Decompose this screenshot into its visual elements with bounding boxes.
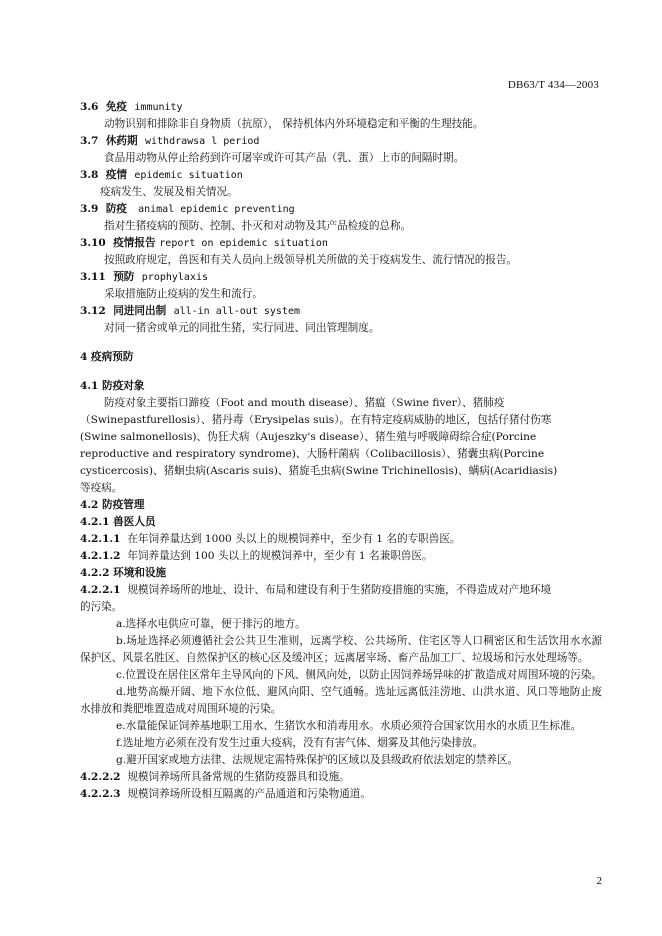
subsection-heading: 4.1 防疫对象 bbox=[80, 380, 145, 392]
term-3-10 bbox=[80, 235, 602, 269]
term-number: 3.8 bbox=[80, 169, 99, 181]
term-3-12 bbox=[80, 303, 602, 337]
text-line: (Swine salmonellosis)、伪狂犬病（Aujeszky's disease）、猪生殖与呼吸障碍综合症(Porcine bbox=[80, 431, 537, 443]
term-heading bbox=[80, 99, 602, 116]
clause-text: 规模饲养场所具备常规的生猪防疫器具和设施。 bbox=[127, 771, 350, 783]
term-3-11 bbox=[80, 269, 602, 303]
term-title: 防疫 bbox=[105, 203, 128, 215]
term-english: withdrawsa l period bbox=[145, 136, 260, 147]
term-english: immunity bbox=[134, 102, 183, 113]
term-heading bbox=[80, 133, 602, 150]
clause-text: 年饲养量达到 100 头以上的规模饲养中，至少有 1 名兼职兽医。 bbox=[127, 550, 433, 562]
term-3-8 bbox=[80, 167, 602, 201]
term-english: epidemic situation bbox=[134, 170, 243, 181]
term-definition: 食品用动物从停止给药到许可屠宰或许可其产品（乳、蛋）上市的间隔时期。 bbox=[104, 152, 465, 164]
standard-code: DB63/T 434—2003 bbox=[507, 79, 599, 91]
term-3-6 bbox=[80, 99, 602, 133]
term-heading bbox=[80, 269, 602, 286]
spacer bbox=[80, 366, 602, 378]
clause-number: 4.2.2.2 bbox=[80, 771, 121, 783]
list-item-f: f.选址地方必须在没有发生过重大疫病，没有有害气体、烟雾及其他污染排放。 bbox=[116, 737, 484, 749]
term-definition: 疫病发生、发展及相关情况。 bbox=[100, 186, 238, 198]
clause-item bbox=[80, 582, 602, 599]
paragraph-protected-diseases bbox=[80, 395, 602, 497]
list-item-e: e.水量能保证饲养基地职工用水、生猪饮水和消毒用水。水质必须符合国家饮用水的水质卫生标准。 bbox=[116, 720, 582, 732]
clause-text-continued: 的污染。 bbox=[80, 601, 123, 613]
text-line: reproductive and respiratory syndrome)、大肠杆菌病（Colibacillosis）、猪囊虫病(Porcine bbox=[80, 448, 545, 460]
clause-number: 4.2.2.1 bbox=[80, 584, 121, 596]
subsection-heading: 4.2 防疫管理 bbox=[80, 499, 145, 511]
term-heading bbox=[80, 167, 602, 184]
clause-text: 在年饲养量达到 1000 头以上的规模饲养中，至少有 1 名的专职兽医。 bbox=[127, 533, 461, 545]
text-line: 防疫对象主要指口蹄疫（Foot and mouth disease）、猪瘟（Swine fiver）、猪肺疫 bbox=[104, 397, 505, 409]
term-english: all-in all-out system bbox=[173, 306, 300, 317]
term-definition: 动物识别和排除非自身物质（抗原）， 保持机体内外环境稳定和平衡的生理技能。 bbox=[104, 118, 484, 130]
text-line: （Swinepastfurellosis）、猪丹毒（Erysipelas suis）。在有特定疫病威胁的地区，包括仔猪付伤寒 bbox=[80, 414, 552, 426]
clause-text: 规模饲养场所的地址、设计、布局和建设有利于生猪防疫措施的实施，不得造成对产地环境 bbox=[127, 584, 552, 596]
clause-number: 4.2.2.3 bbox=[80, 788, 121, 800]
clause-text: 规模饲养场所设相互隔离的产品通道和污染物通道。 bbox=[127, 788, 371, 800]
list-item-a: a.选择水电供应可靠，便于排污的地方。 bbox=[116, 618, 306, 630]
clause-number: 4.2.1.1 bbox=[80, 533, 121, 545]
clause-item bbox=[80, 531, 602, 548]
term-definition: 指对生猪疫病的预防、控制、扑灭和对动物及其产品检疫的总称。 bbox=[104, 220, 412, 232]
term-definition: 对同一猪舍或单元的同批生猪，实行同进、同出管理制度。 bbox=[104, 322, 380, 334]
term-english: report on epidemic situation bbox=[159, 238, 328, 249]
term-heading bbox=[80, 235, 602, 252]
list-item-g: g.避开国家或地方法律、法规规定需特殊保护的区域以及县级政府依法划定的禁养区。 bbox=[116, 754, 519, 766]
page-content bbox=[80, 99, 602, 803]
term-title: 免疫 bbox=[105, 101, 128, 113]
term-number: 3.11 bbox=[80, 271, 106, 283]
term-title: 疫情报告 bbox=[113, 237, 156, 249]
text-line: cysticercosis)、猪蛔虫病(Ascaris suis)、猪旋毛虫病(Swine Trichinellosis)、螨病(Acaridiasis) bbox=[80, 465, 558, 477]
term-number: 3.9 bbox=[80, 203, 99, 215]
section-heading: 4 疫病预防 bbox=[80, 351, 134, 363]
term-number: 3.7 bbox=[80, 135, 99, 147]
term-title: 休药期 bbox=[105, 135, 138, 147]
subsubsection-heading: 4.2.1 兽医人员 bbox=[80, 516, 156, 528]
term-english: animal epidemic preventing bbox=[138, 204, 295, 215]
term-title: 疫情 bbox=[105, 169, 128, 181]
clause-item bbox=[80, 548, 602, 565]
clause-item bbox=[80, 769, 602, 786]
list-item-d: d.地势高燥开阔、地下水位低、避风向阳、空气通畅。选址远离低洼涝地、山洪水道、风口等地防止废水排放和粪肥堆置造成对周围环境的污染。 bbox=[80, 686, 602, 715]
term-number: 3.10 bbox=[80, 237, 106, 249]
term-number: 3.12 bbox=[80, 305, 106, 317]
term-heading bbox=[80, 201, 602, 218]
term-title: 同进同出制 bbox=[113, 305, 167, 317]
subsubsection-heading: 4.2.2 环境和设施 bbox=[80, 567, 167, 579]
clause-item bbox=[80, 786, 602, 803]
term-title: 预防 bbox=[113, 271, 135, 283]
clause-number: 4.2.1.2 bbox=[80, 550, 121, 562]
text-line: 等疫病。 bbox=[80, 482, 123, 494]
term-3-7 bbox=[80, 133, 602, 167]
term-heading bbox=[80, 303, 602, 320]
spacer bbox=[80, 337, 602, 349]
term-definition: 按照政府规定，兽医和有关人员向上级领导机关所做的关于疫病发生、流行情况的报告。 bbox=[104, 254, 518, 266]
list-item-c: c.位置设在居住区常年主导风向的下风、侧风向处，以防止因饲养场异味的扩散造成对周围环境的污染。 bbox=[116, 669, 603, 681]
list-item-b: b.场址选择必须遵循社会公共卫生准则，远离学校、公共场所、住宅区等人口稠密区和生活饮用水水源保护区、风景名胜区、自然保护区的核心区及缓冲区；远离屠宰场、畜产品加工厂、垃圾场和污水处理场等。 bbox=[80, 635, 602, 664]
term-definition: 采取措施防止疫病的发生和流行。 bbox=[104, 288, 263, 300]
term-english: prophylaxis bbox=[141, 272, 209, 283]
page-number: 2 bbox=[596, 875, 602, 887]
term-number: 3.6 bbox=[80, 101, 99, 113]
term-3-9 bbox=[80, 201, 602, 235]
